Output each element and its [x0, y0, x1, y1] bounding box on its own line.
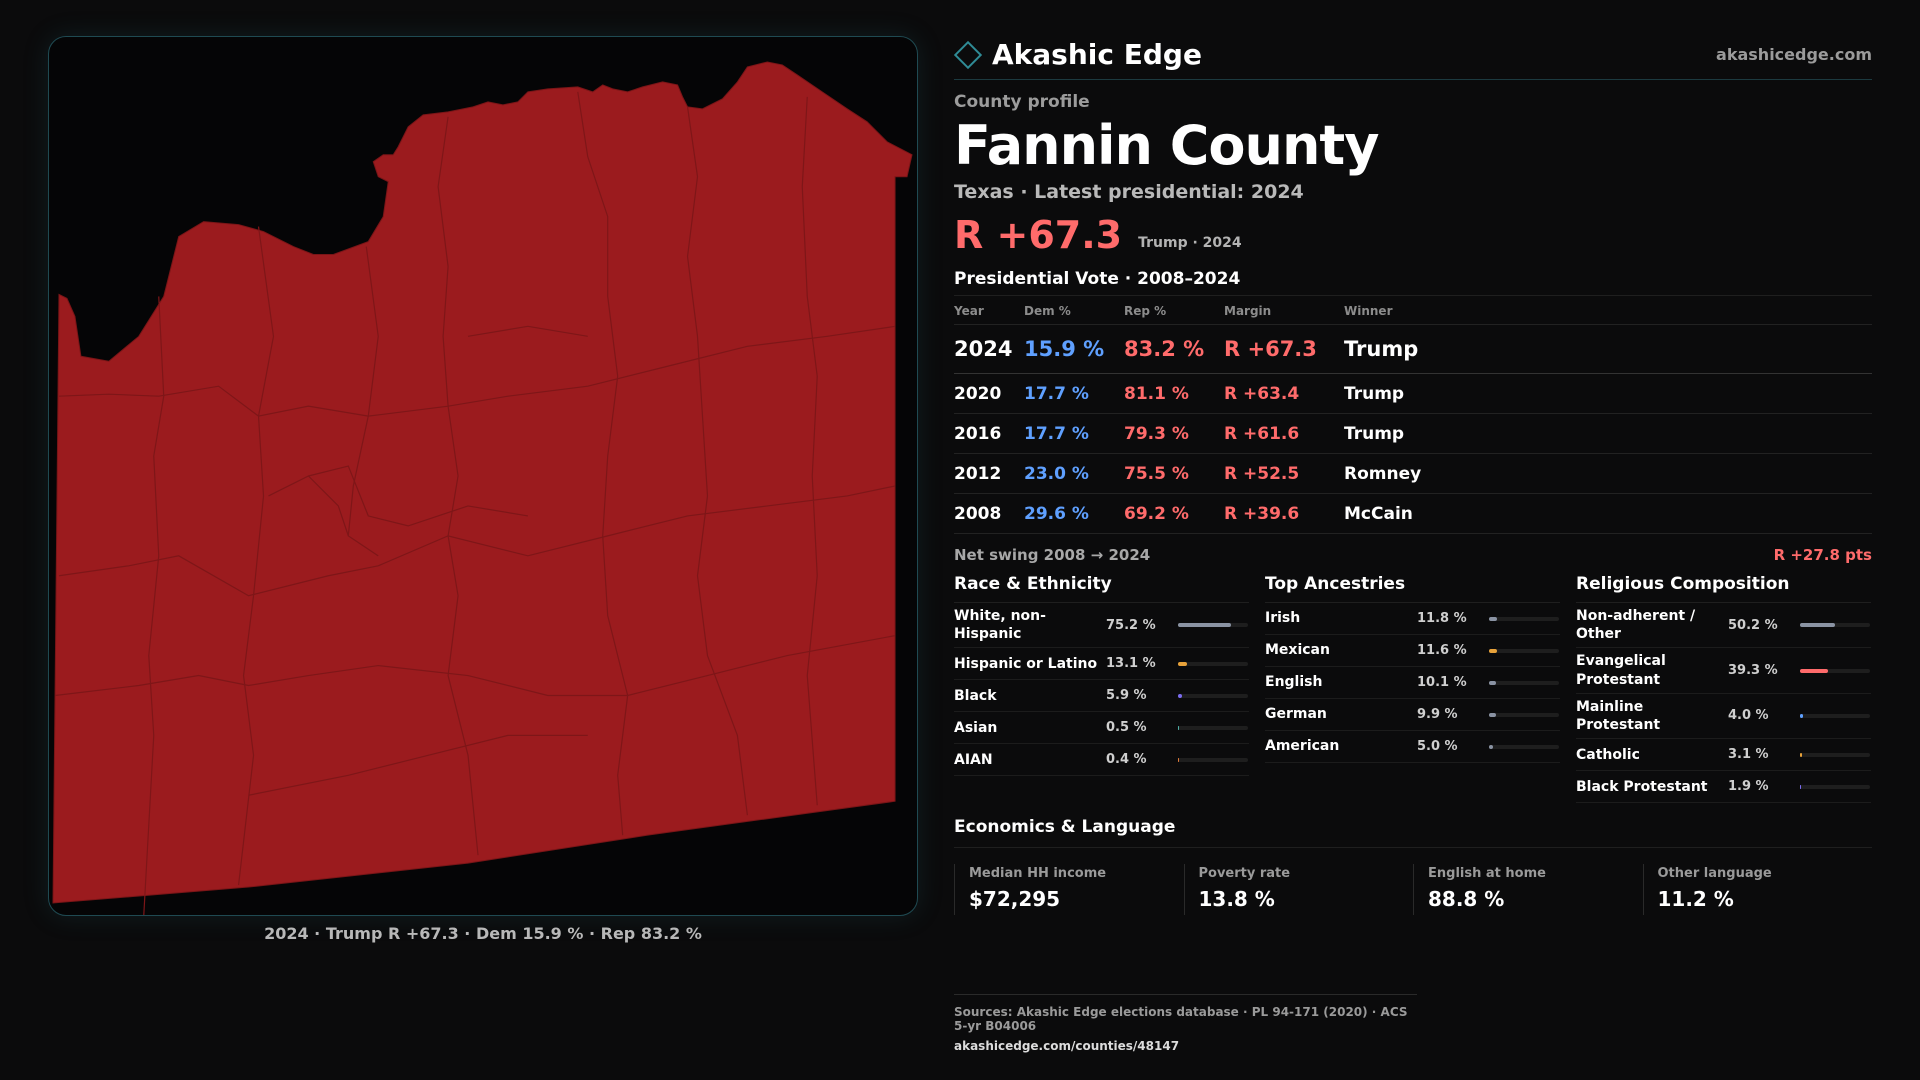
col-year: Year [954, 296, 1024, 325]
row-value: 3.1 % [1728, 747, 1769, 763]
rep-cell: 83.2 % [1124, 325, 1224, 374]
diamond-icon [954, 40, 982, 68]
page-title: Fannin County [954, 114, 1379, 177]
row-value: 9.9 % [1417, 707, 1458, 722]
row-value: 5.9 % [1106, 688, 1147, 704]
vote-section-title: Presidential Vote · 2008–2024 [954, 269, 1872, 296]
race-row[interactable] [954, 603, 1249, 648]
header [954, 36, 1872, 80]
race-row[interactable] [954, 648, 1249, 680]
row-label: German [1265, 706, 1327, 723]
row-value: 13.1 % [1106, 656, 1156, 672]
swing-value: R +27.8 pts [1773, 546, 1872, 564]
col-margin: Margin [1224, 296, 1344, 325]
sources [954, 994, 1417, 1053]
share-bar-fill [1800, 669, 1828, 673]
share-bar [1178, 662, 1248, 666]
ancestry-row[interactable] [1265, 667, 1560, 699]
demographics [954, 574, 1872, 803]
margin-value: R +67.3 [954, 213, 1123, 257]
dem-cell: 17.7 % [1024, 414, 1124, 454]
share-bar-fill [1178, 758, 1179, 762]
row-label: White, non-Hispanic [954, 608, 1046, 643]
religion-row[interactable] [1576, 648, 1871, 693]
econ-title: Economics & Language [954, 817, 1872, 848]
row-value: 10.1 % [1417, 675, 1467, 690]
winner-cell: Romney [1344, 454, 1872, 494]
share-bar-fill [1178, 726, 1179, 730]
stat-value: 88.8 % [1428, 887, 1505, 912]
year-cell: 2024 [954, 325, 1024, 374]
stat-label: Other language [1657, 866, 1772, 882]
row-value: 50.2 % [1728, 617, 1778, 633]
row-value: 11.6 % [1417, 643, 1467, 658]
dem-cell: 23.0 % [1024, 454, 1124, 494]
share-bar-fill [1800, 623, 1835, 627]
map-caption: 2024 · Trump R +67.3 · Dem 15.9 % · Rep 83.2 % [264, 924, 702, 943]
county-map-svg [49, 37, 917, 915]
row-label: American [1265, 738, 1340, 755]
ancestry-section [1265, 574, 1560, 803]
year-cell: 2008 [954, 494, 1024, 534]
col-dem: Dem % [1024, 296, 1124, 325]
ancestry-row[interactable] [1265, 699, 1560, 731]
econ-stats [954, 864, 1872, 915]
rep-cell: 69.2 % [1124, 494, 1224, 534]
share-bar-fill [1489, 649, 1497, 653]
stat-english [1413, 864, 1643, 915]
year-cell: 2016 [954, 414, 1024, 454]
county-profile-panel [954, 36, 1872, 915]
margin-cell: R +39.6 [1224, 494, 1344, 534]
table-row[interactable] [954, 374, 1872, 414]
stat-value: 13.8 % [1198, 887, 1275, 912]
share-bar [1800, 753, 1870, 757]
winner-cell: Trump [1344, 325, 1872, 374]
margin-cell: R +52.5 [1224, 454, 1344, 494]
share-bar [1800, 669, 1870, 673]
row-value: 0.5 % [1106, 720, 1147, 736]
brand[interactable] [954, 38, 1202, 71]
row-label: Irish [1265, 610, 1301, 627]
row-label: Evangelical Protestant [1576, 653, 1666, 688]
row-value: 4.0 % [1728, 708, 1769, 724]
share-bar-fill [1800, 753, 1802, 757]
winner-cell: Trump [1344, 414, 1872, 454]
dem-cell: 29.6 % [1024, 494, 1124, 534]
share-bar [1489, 649, 1559, 653]
county-shape[interactable] [53, 62, 912, 903]
stat-label: Median HH income [969, 866, 1107, 882]
share-bar-fill [1800, 714, 1803, 718]
rep-cell: 81.1 % [1124, 374, 1224, 414]
stat-poverty [1184, 864, 1414, 915]
row-label: Mexican [1265, 642, 1330, 659]
margin-cell: R +67.3 [1224, 325, 1344, 374]
share-bar-fill [1489, 617, 1497, 621]
col-rep: Rep % [1124, 296, 1224, 325]
share-bar-fill [1178, 662, 1187, 666]
sources-text: Sources: Akashic Edge elections database · PL 94-171 (2020) · ACS 5-yr B04006 [954, 1005, 1408, 1033]
ancestry-title: Top Ancestries [1265, 574, 1560, 603]
share-bar-fill [1178, 694, 1182, 698]
share-bar [1800, 623, 1870, 627]
table-row[interactable] [954, 454, 1872, 494]
share-bar-fill [1489, 745, 1493, 749]
share-bar [1489, 681, 1559, 685]
stat-value: 11.2 % [1657, 887, 1734, 912]
margin-cell: R +63.4 [1224, 374, 1344, 414]
share-bar-fill [1489, 681, 1496, 685]
stat-label: English at home [1428, 866, 1546, 882]
net-swing [954, 546, 1872, 564]
winner-cell: Trump [1344, 374, 1872, 414]
share-bar [1489, 617, 1559, 621]
religion-row[interactable] [1576, 771, 1871, 803]
religion-row[interactable] [1576, 739, 1871, 771]
stat-income [954, 864, 1184, 915]
race-title: Race & Ethnicity [954, 574, 1249, 603]
row-value: 75.2 % [1106, 617, 1156, 633]
row-label: Mainline Protestant [1576, 698, 1661, 733]
row-value: 0.4 % [1106, 752, 1147, 768]
ancestry-row[interactable] [1265, 731, 1560, 763]
table-row[interactable] [954, 494, 1872, 534]
race-section [954, 574, 1249, 803]
row-value: 11.8 % [1417, 611, 1467, 626]
sources-link[interactable]: akashicedge.com/counties/48147 [954, 1039, 1180, 1053]
row-label: Hispanic or Latino [954, 655, 1098, 672]
margin-note: Trump · 2024 [1138, 235, 1242, 251]
margin-cell: R +61.6 [1224, 414, 1344, 454]
share-bar [1178, 623, 1248, 627]
row-value: 1.9 % [1728, 779, 1769, 795]
col-winner: Winner [1344, 296, 1872, 325]
row-label: AIAN [954, 751, 993, 768]
page-kicker: County profile [954, 92, 1090, 112]
vote-table-header [954, 296, 1872, 325]
county-map[interactable] [48, 36, 918, 916]
row-label: Catholic [1576, 746, 1640, 763]
swing-label: Net swing 2008 → 2024 [954, 546, 1151, 564]
share-bar [1800, 714, 1870, 718]
share-bar [1178, 726, 1248, 730]
row-value: 5.0 % [1417, 739, 1458, 754]
share-bar-fill [1489, 713, 1496, 717]
brand-name: Akashic Edge [992, 38, 1202, 71]
race-row[interactable] [954, 680, 1249, 712]
row-label: Asian [954, 719, 998, 736]
share-bar [1178, 758, 1248, 762]
religion-row[interactable] [1576, 694, 1871, 739]
religion-section [1576, 574, 1871, 803]
share-bar [1178, 694, 1248, 698]
row-value: 39.3 % [1728, 663, 1778, 679]
stat-other-language [1643, 864, 1873, 915]
year-cell: 2012 [954, 454, 1024, 494]
winner-cell: McCain [1344, 494, 1872, 534]
stat-label: Poverty rate [1198, 866, 1291, 882]
table-row[interactable] [954, 414, 1872, 454]
share-bar [1489, 745, 1559, 749]
share-bar-fill [1178, 623, 1231, 627]
rep-cell: 79.3 % [1124, 414, 1224, 454]
race-row[interactable] [954, 744, 1249, 776]
rep-cell: 75.5 % [1124, 454, 1224, 494]
ancestry-row[interactable] [1265, 603, 1560, 635]
share-bar [1489, 713, 1559, 717]
share-bar-fill [1800, 785, 1801, 789]
row-label: Black Protestant [1576, 778, 1708, 795]
religion-title: Religious Composition [1576, 574, 1871, 603]
site-link[interactable]: akashicedge.com [1716, 45, 1872, 64]
dem-cell: 17.7 % [1024, 374, 1124, 414]
row-label: English [1265, 674, 1323, 691]
ancestry-row[interactable] [1265, 635, 1560, 667]
vote-table [954, 296, 1872, 534]
race-row[interactable] [954, 712, 1249, 744]
row-label: Black [954, 687, 997, 704]
share-bar [1800, 785, 1870, 789]
page-subtitle: Texas · Latest presidential: 2024 [954, 181, 1304, 203]
religion-row[interactable] [1576, 603, 1871, 648]
headline-margin [954, 213, 1872, 257]
row-label: Non-adherent / Other [1576, 608, 1696, 643]
year-cell: 2020 [954, 374, 1024, 414]
dem-cell: 15.9 % [1024, 325, 1124, 374]
stat-value: $72,295 [969, 887, 1061, 912]
table-row[interactable] [954, 325, 1872, 374]
